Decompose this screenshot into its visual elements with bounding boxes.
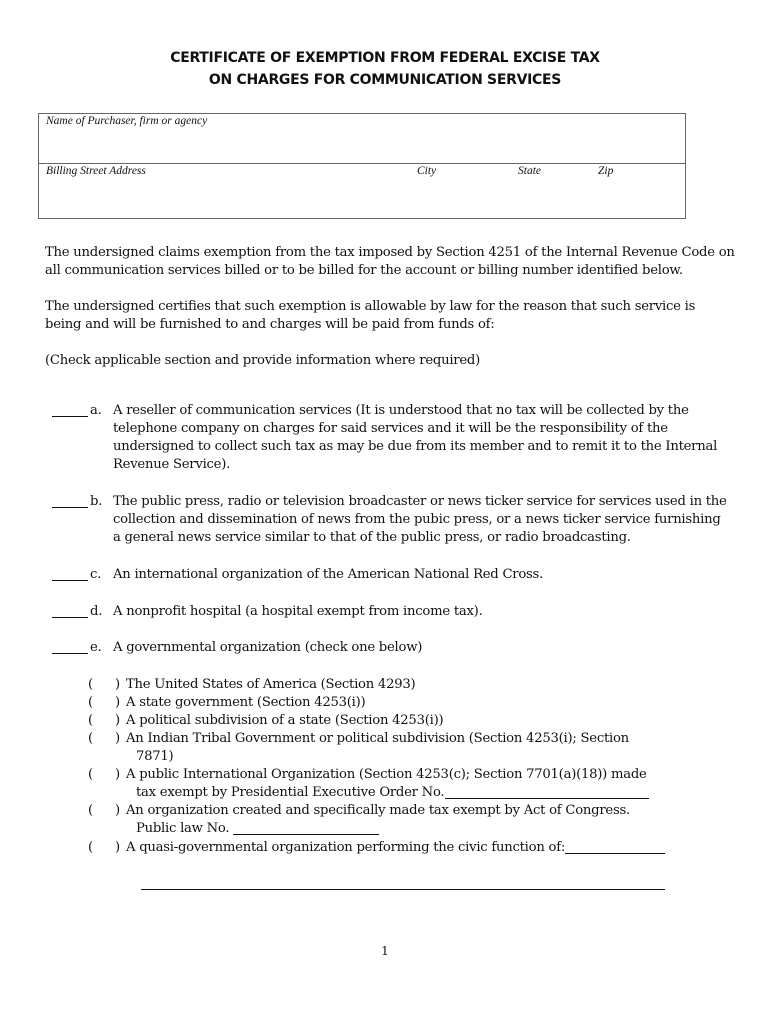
billing-address-field[interactable] — [45, 182, 675, 214]
gov-option-indian-tribal[interactable] — [88, 730, 728, 766]
gov-option-text: A public International Organization (Section 4253(c); Section 7701(a)(18)) made — [126, 767, 647, 782]
gov-option-quasi-governmental[interactable] — [88, 839, 728, 857]
check-paren-open: ( — [88, 677, 93, 692]
page-number: 1 — [381, 944, 389, 958]
check-paren-open: ( — [88, 767, 93, 782]
option-letter: b. — [90, 494, 103, 509]
option-b-checkbox-line[interactable] — [52, 507, 88, 508]
option-text: The public press, radio or television broadcaster or news ticker service for services used in the collection and dissemination of news from the pubic press, or a news ticker service furnishing a general news service similar to that of the public press, or radio broadcasting. — [113, 494, 727, 545]
option-text: A governmental organization (check one below) — [113, 640, 423, 655]
gov-option-state-government[interactable] — [88, 694, 728, 712]
check-paren-close: ) — [115, 767, 120, 782]
check-paren-close: ) — [115, 731, 120, 746]
check-paren-close: ) — [115, 803, 120, 818]
gov-option-text-continued: 7871) — [136, 749, 174, 764]
form-title-line-2: ON CHARGES FOR COMMUNICATION SERVICES — [208, 72, 562, 88]
option-d-checkbox-line[interactable] — [52, 617, 88, 618]
check-paren-open: ( — [88, 695, 93, 710]
option-letter: a. — [90, 403, 102, 418]
instruction-paragraph: (Check applicable section and provide information where required) — [45, 353, 481, 368]
check-paren-close: ) — [115, 713, 120, 728]
check-paren-open: ( — [88, 713, 93, 728]
gov-option-text: A quasi-governmental organization performing the civic function of: — [126, 840, 566, 855]
gov-option-text: An Indian Tribal Government or political subdivision (Section 4253(i); Section — [126, 731, 629, 746]
option-letter: d. — [90, 604, 103, 619]
public-law-number-field[interactable] — [233, 822, 379, 835]
option-letter: e. — [90, 640, 102, 655]
option-c-checkbox-line[interactable] — [52, 580, 88, 581]
civic-function-field[interactable] — [565, 841, 665, 854]
gov-option-united-states[interactable] — [88, 676, 728, 694]
state-label: State — [518, 165, 541, 177]
exemption-claim-paragraph: The undersigned claims exemption from the tax imposed by Section 4251 of the Internal Revenue Code on all communication services billed or to be billed for the account or billing number identified below. — [45, 245, 735, 278]
gov-option-text: The United States of America (Section 4293) — [126, 677, 416, 692]
option-a-checkbox-line[interactable] — [52, 416, 88, 417]
purchaser-name-label: Name of Purchaser, firm or agency — [46, 115, 208, 127]
check-paren-open: ( — [88, 731, 93, 746]
gov-option-text: An organization created and specifically made tax exempt by Act of Congress. — [126, 803, 630, 818]
check-paren-open: ( — [88, 840, 93, 855]
option-e — [52, 639, 732, 657]
option-c — [52, 566, 732, 584]
check-paren-open: ( — [88, 803, 93, 818]
option-e-checkbox-line[interactable] — [52, 653, 88, 654]
option-d — [52, 603, 732, 621]
option-text: A reseller of communication services (It is understood that no tax will be collected by the telephone company on charges for said services and it will be the responsibility of the undersigned to collect such tax as may be due from its member and to remit it to the Internal Revenue Service). — [113, 403, 718, 472]
check-paren-close: ) — [115, 840, 120, 855]
box-divider — [39, 163, 685, 164]
gov-option-text-continued: tax exempt by Presidential Executive Order No. — [136, 785, 445, 800]
certification-paragraph: The undersigned certifies that such exemption is allowable by law for the reason that such service is being and will be furnished to and charges will be paid from funds of: — [45, 299, 696, 332]
option-text: An international organization of the American National Red Cross. — [113, 567, 544, 582]
gov-option-political-subdivision[interactable] — [88, 712, 728, 730]
zip-label: Zip — [598, 165, 614, 177]
billing-address-label: Billing Street Address — [46, 165, 146, 177]
option-text: A nonprofit hospital (a hospital exempt from income tax). — [113, 604, 483, 619]
check-paren-close: ) — [115, 677, 120, 692]
city-label: City — [417, 165, 437, 177]
civic-function-continuation-line[interactable] — [141, 889, 665, 890]
purchaser-name-field[interactable] — [45, 132, 675, 160]
gov-option-text: A state government (Section 4253(i)) — [126, 695, 366, 710]
option-a — [52, 402, 732, 474]
check-paren-close: ) — [115, 695, 120, 710]
gov-option-international-organization[interactable] — [88, 766, 728, 802]
purchaser-info-box — [38, 113, 686, 219]
form-title-line-1: CERTIFICATE OF EXEMPTION FROM FEDERAL EXCISE TAX — [170, 50, 600, 66]
gov-option-act-of-congress[interactable] — [88, 802, 728, 838]
option-letter: c. — [90, 567, 102, 582]
gov-option-text-continued: Public law No. — [136, 821, 230, 836]
gov-option-text: A political subdivision of a state (Section 4253(i)) — [126, 713, 444, 728]
option-b — [52, 493, 732, 547]
executive-order-number-field[interactable] — [445, 786, 649, 799]
